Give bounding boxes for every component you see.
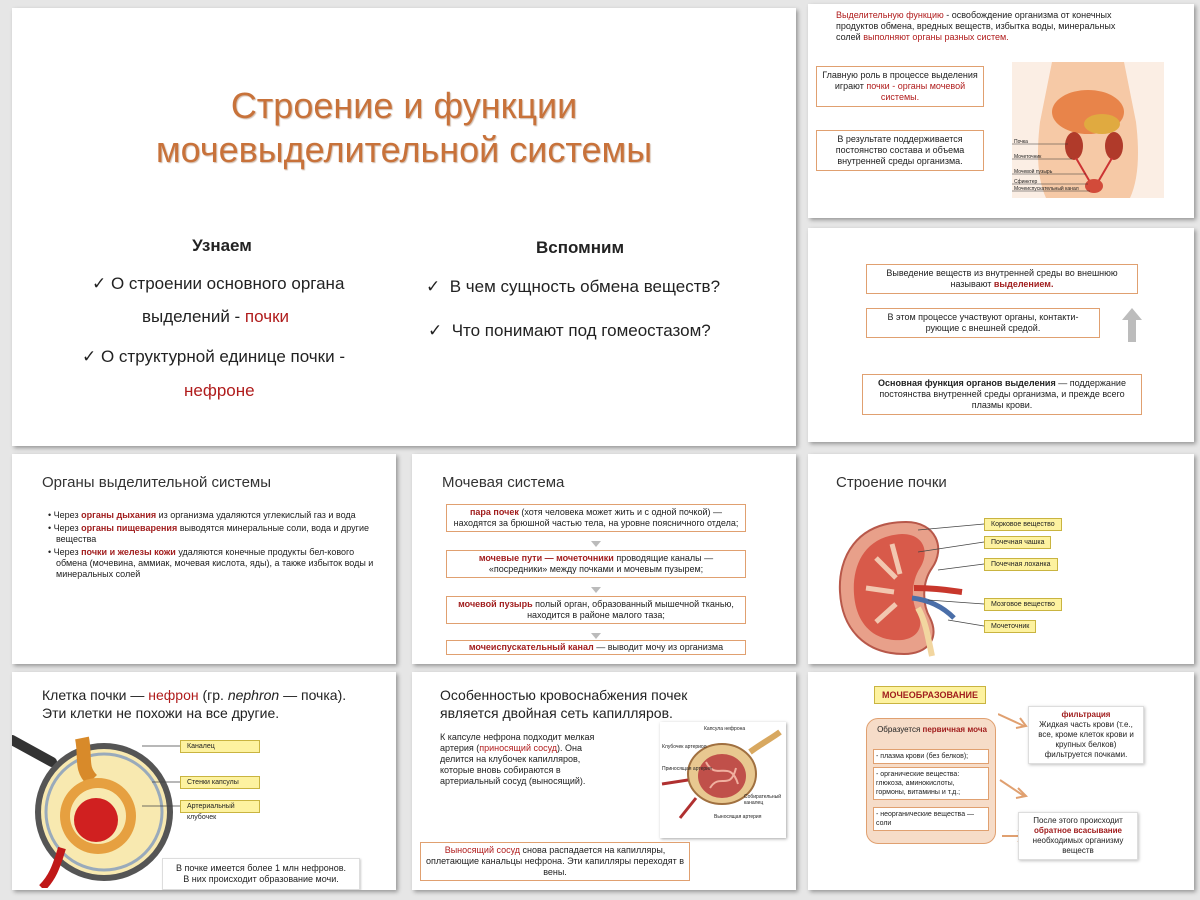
- label-tubule: Каналец: [180, 740, 260, 753]
- label-efferent: Выносящая артерия: [714, 814, 762, 820]
- slide-excretory-organs[interactable]: [12, 454, 396, 664]
- bladder-box: мочевой пузырь полый орган, образованный мышечной тканью, находится в районе малого таза;: [446, 596, 746, 624]
- primary-urine-panel: [866, 718, 996, 844]
- slide-nephron[interactable]: [12, 672, 396, 890]
- label-pelvis: Почечная лоханка: [984, 558, 1058, 571]
- urethra-box: мочеиспускательный канал — выводит мочу из организма: [446, 640, 746, 655]
- reabsorption-box: После этого происходит обратное всасывание необходимых организму веществ: [1018, 812, 1138, 860]
- primary-item-plasma: - плазма крови (без белков);: [873, 749, 989, 764]
- slide-blood-supply[interactable]: [412, 672, 796, 890]
- nephron-caption: В почке имеется более 1 млн нефронов. В них происходит образование мочи.: [162, 858, 360, 890]
- slide-excretory-function[interactable]: [808, 4, 1194, 218]
- kidneys-box: пара почек (хотя человека может жить и с одной почкой) — находятся за брюшной частью тела, на уровне поясничного отдела;: [446, 504, 746, 532]
- slide-heading: Строение почки: [836, 474, 947, 491]
- primary-urine-title: Образуется первичная моча: [877, 725, 987, 734]
- excretion-box: Выведение веществ из внутренней среды во внешнюю называют выделением.: [866, 264, 1138, 294]
- label-afferent: Приносящая артерия: [662, 766, 712, 772]
- main-title: Строение и функции мочевыделительной системы: [155, 85, 653, 170]
- bullet-kidneys-skin: • Через почки и железы кожи удаляются конечные продукты бел-кового обмена (мочевина, аммиак, мочевая кислота, яды), а также избыток воды и минеральных солей: [48, 547, 374, 579]
- slide-urinary-system[interactable]: [412, 454, 796, 664]
- learn-heading: Узнаем: [192, 236, 252, 255]
- label-medulla: Мозговое вещество: [984, 598, 1062, 611]
- label-nephron-capsule: Капсула нефрона: [704, 726, 746, 732]
- label-sphincter: Сфинктер: [1014, 179, 1038, 185]
- slide-heading: Мочевая система: [442, 474, 565, 491]
- slide-heading: Особенностью кровоснабжения почек является двойная сеть капилляров.: [440, 687, 688, 721]
- recall-item-1: ✓ В чем сущность обмена веществ?: [426, 277, 721, 296]
- learn-item-1a: ✓ О строении основного органа: [92, 274, 345, 293]
- slide-heading: Органы выделительной системы: [42, 474, 272, 491]
- bullet-breathing: • Через органы дыхания из организма удаляются углекислый газ и вода: [48, 510, 356, 520]
- up-arrow-icon: [1122, 308, 1142, 342]
- label-calyx: Почечная чашка: [984, 536, 1051, 549]
- organs-list: [48, 510, 378, 582]
- bullet-digestion: • Через органы пищеварения выводятся минеральные соли, вода и другие вещества: [48, 523, 369, 544]
- capillary-text: К капсуле нефрона подходит мелкая артерия (приносящий сосуд). Она делится на клубочек капилляров, которые вновь собираются в артериальный сосуд (выносящий).: [440, 732, 595, 786]
- primary-item-organic: - органические вещества: глюкоза, аминокислоты, гормоны, витамины и т.д.;: [873, 767, 989, 800]
- label-urethra: Мочеиспускательный канал: [1014, 186, 1079, 192]
- organs-contact-box: В этом процессе участвуют органы, контакти-рующие с внешней средой.: [866, 308, 1100, 338]
- urine-formation-heading: МОЧЕОБРАЗОВАНИЕ: [874, 686, 986, 704]
- label-ureter: Мочеточник: [984, 620, 1036, 633]
- glomerulus-image: [660, 722, 786, 838]
- slide-urine-formation[interactable]: [808, 672, 1194, 890]
- learn-item-2b: нефроне: [184, 381, 255, 400]
- efferent-vessel-box: Выносящий сосуд снова распадается на капилляры, оплетающие канальцы нефрона. Эти капилляры переходят в вены.: [420, 842, 690, 881]
- slide-heading: Клетка почки — нефрон (гр. nephron — почка). Эти клетки не похожи на все другие.: [42, 687, 347, 721]
- recall-heading: Вспомним: [535, 238, 625, 257]
- arrow-down-icon: [591, 633, 601, 639]
- learn-item-2a: ✓ О структурной единице почки -: [82, 347, 345, 366]
- label-collecting-duct: Собирательный каналец: [744, 794, 782, 806]
- homeostasis-box: В результате поддерживается постоянство состава и объема внутренней среды организма.: [816, 130, 984, 171]
- kidney-role-box: Главную роль в процессе выделения играют почки - органы мочевой системы.: [816, 66, 984, 107]
- recall-item-2: ✓ Что понимают под гомеостазом?: [428, 321, 711, 340]
- learn-item-1b: выделений - почки: [142, 307, 289, 326]
- label-ureter: Мочеточник: [1014, 154, 1042, 160]
- arrow-down-icon: [591, 541, 601, 547]
- main-function-box: Основная функция органов выделения — поддержание постоянства внутренней среды организма, и прежде всего плазмы крови.: [862, 374, 1142, 415]
- label-kidney: Почка: [1014, 139, 1028, 145]
- urinary-organs-image: [1012, 62, 1164, 198]
- label-capsule-walls: Стенки капсулы: [180, 776, 260, 789]
- slide-excretion-definition[interactable]: [808, 228, 1194, 442]
- label-glomerulus: Клубочек артериол: [662, 744, 707, 750]
- primary-item-inorganic: - неорганические вещества — соли: [873, 807, 989, 831]
- label-bladder: Мочевой пузырь: [1014, 169, 1053, 175]
- intro-text: Выделительную функцию - освобождение организма от конечных продуктов обмена, вредных веществ, избытка воды, минеральных солей выполняют органы разных систем.: [836, 10, 1116, 42]
- filtration-box: фильтрация Жидкая часть крови (т.е., все, кроме клеток крови и крупных белков) фильтруется почками.: [1028, 706, 1144, 764]
- label-glomerulus: Артериальный клубочек: [180, 800, 260, 813]
- slide-kidney-structure[interactable]: [808, 454, 1194, 664]
- label-cortex: Корковое вещество: [984, 518, 1062, 531]
- arrow-down-icon: [591, 587, 601, 593]
- ureters-box: мочевые пути — мочеточники проводящие каналы — «посредники» между почками и мочевым пузырем;: [446, 550, 746, 578]
- slide-title[interactable]: [12, 8, 796, 446]
